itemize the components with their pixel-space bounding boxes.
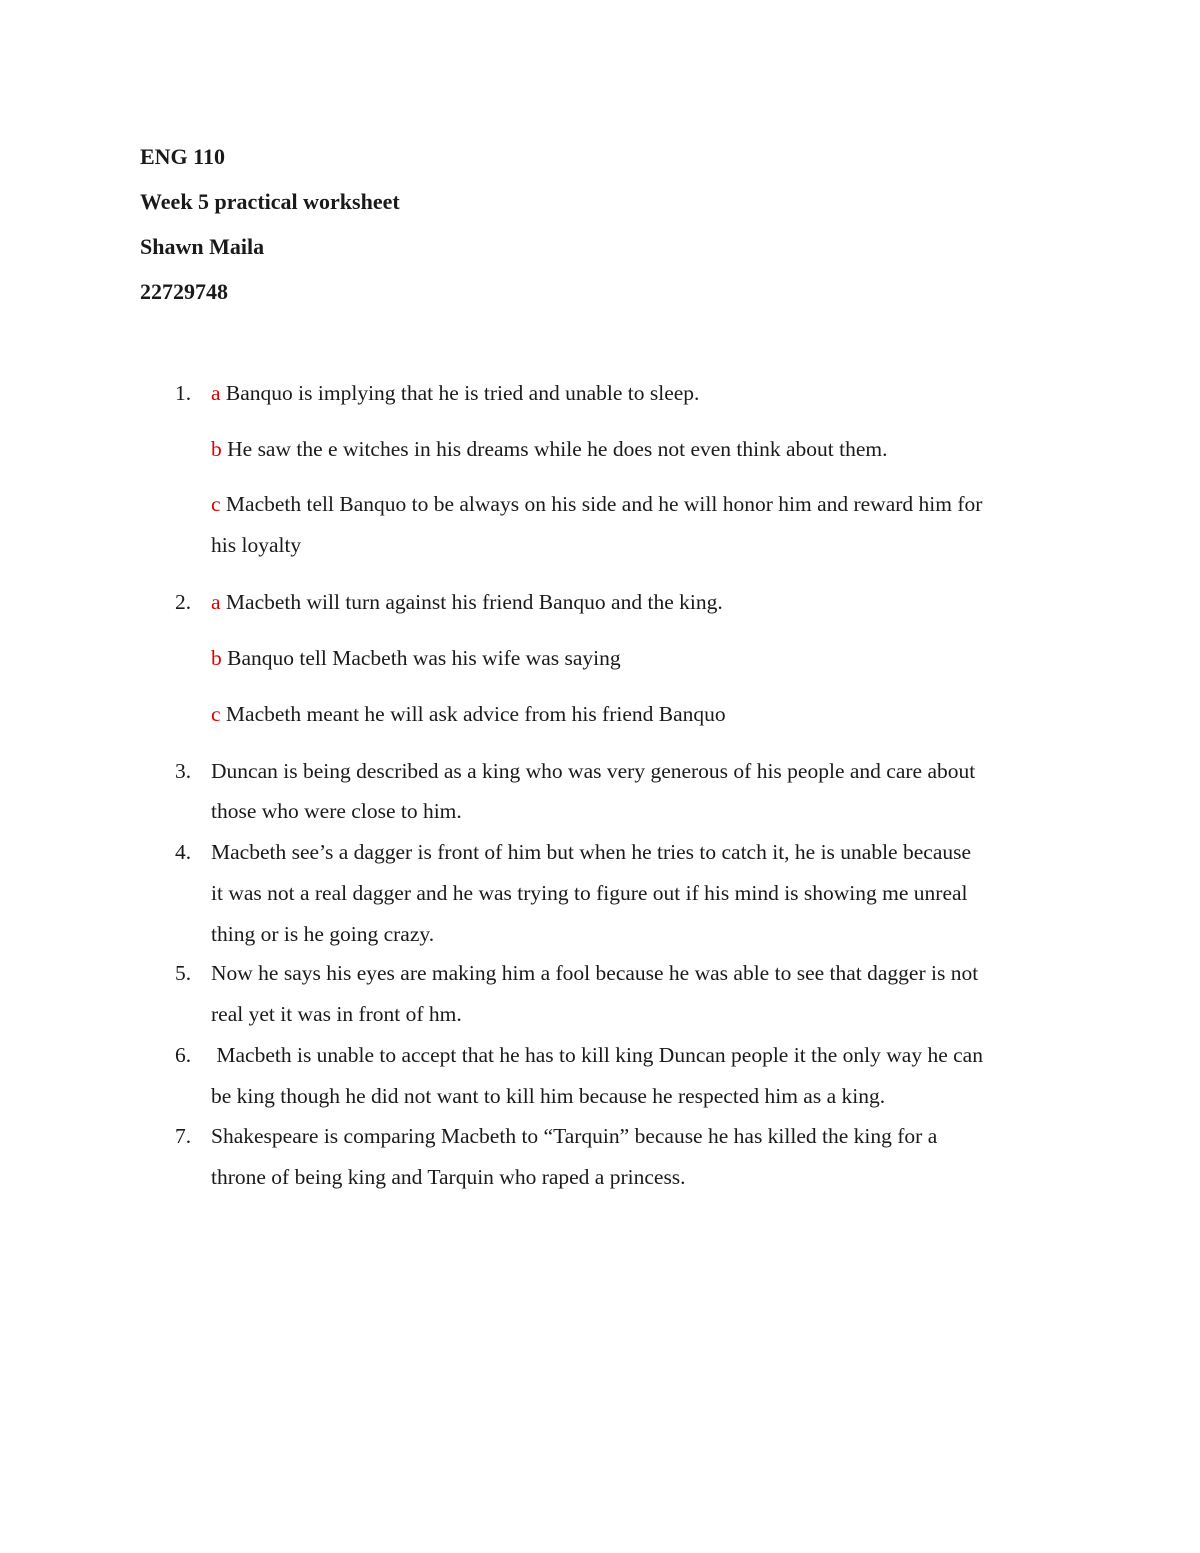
question-number: 1. — [175, 381, 192, 405]
sub-letter: a — [211, 590, 221, 614]
question-number: 4. — [175, 840, 192, 864]
answer-1c — [211, 491, 982, 517]
answer-2b — [211, 645, 621, 671]
answer-4-line-2: it was not a real dagger and he was trying to figure out if his mind is showing me unreal — [211, 881, 968, 905]
answer-5-line-1: Now he says his eyes are making him a fool because he was able to see that dagger is not — [211, 961, 979, 985]
question-number: 5. — [175, 961, 192, 985]
student-id: 22729748 — [140, 279, 228, 304]
answer-2c — [211, 701, 726, 727]
answer-text: Macbeth tell Banquo to be always on his side and he will honor him and reward him for — [220, 492, 983, 516]
question-number: 3. — [175, 759, 192, 783]
sub-letter: b — [211, 646, 222, 670]
answer-text: He saw the e witches in his dreams while he does not even think about them. — [221, 437, 888, 461]
question-number: 6. — [175, 1043, 192, 1067]
course-code: ENG 110 — [140, 144, 225, 169]
answer-text: Macbeth will turn against his friend Banquo and the king. — [220, 590, 723, 614]
student-name: Shawn Maila — [140, 234, 265, 259]
answer-text: Macbeth meant he will ask advice from his friend Banquo — [220, 702, 726, 726]
answer-1c-continuation: his loyalty — [211, 533, 302, 557]
worksheet-title: Week 5 practical worksheet — [140, 189, 400, 214]
answer-4-line-1: Macbeth see’s a dagger is front of him but when he tries to catch it, he is unable because — [211, 840, 972, 864]
answer-1a — [211, 380, 699, 406]
answer-2a — [211, 589, 723, 615]
answer-3-line-1: Duncan is being described as a king who was very generous of his people and care about — [211, 759, 976, 783]
sub-letter: b — [211, 437, 222, 461]
answer-3-line-2: those who were close to him. — [211, 799, 462, 823]
answer-5-line-2: real yet it was in front of hm. — [211, 1002, 462, 1026]
answer-6-line-1: Macbeth is unable to accept that he has to kill king Duncan people it the only way he can — [211, 1043, 983, 1067]
answer-7-line-1: Shakespeare is comparing Macbeth to “Tarquin” because he has killed the king for a — [211, 1124, 938, 1148]
sub-letter: c — [211, 702, 221, 726]
answer-4-line-3: thing or is he going crazy. — [211, 922, 435, 946]
question-number: 7. — [175, 1124, 192, 1148]
answer-1b — [211, 436, 888, 462]
answer-text: Banquo tell Macbeth was his wife was saying — [221, 646, 621, 670]
answer-text: Banquo is implying that he is tried and unable to sleep. — [220, 381, 700, 405]
sub-letter: c — [211, 492, 221, 516]
sub-letter: a — [211, 381, 221, 405]
question-number: 2. — [175, 590, 192, 614]
answer-7-line-2: throne of being king and Tarquin who raped a princess. — [211, 1165, 686, 1189]
answer-6-line-2: be king though he did not want to kill him because he respected him as a king. — [211, 1084, 886, 1108]
